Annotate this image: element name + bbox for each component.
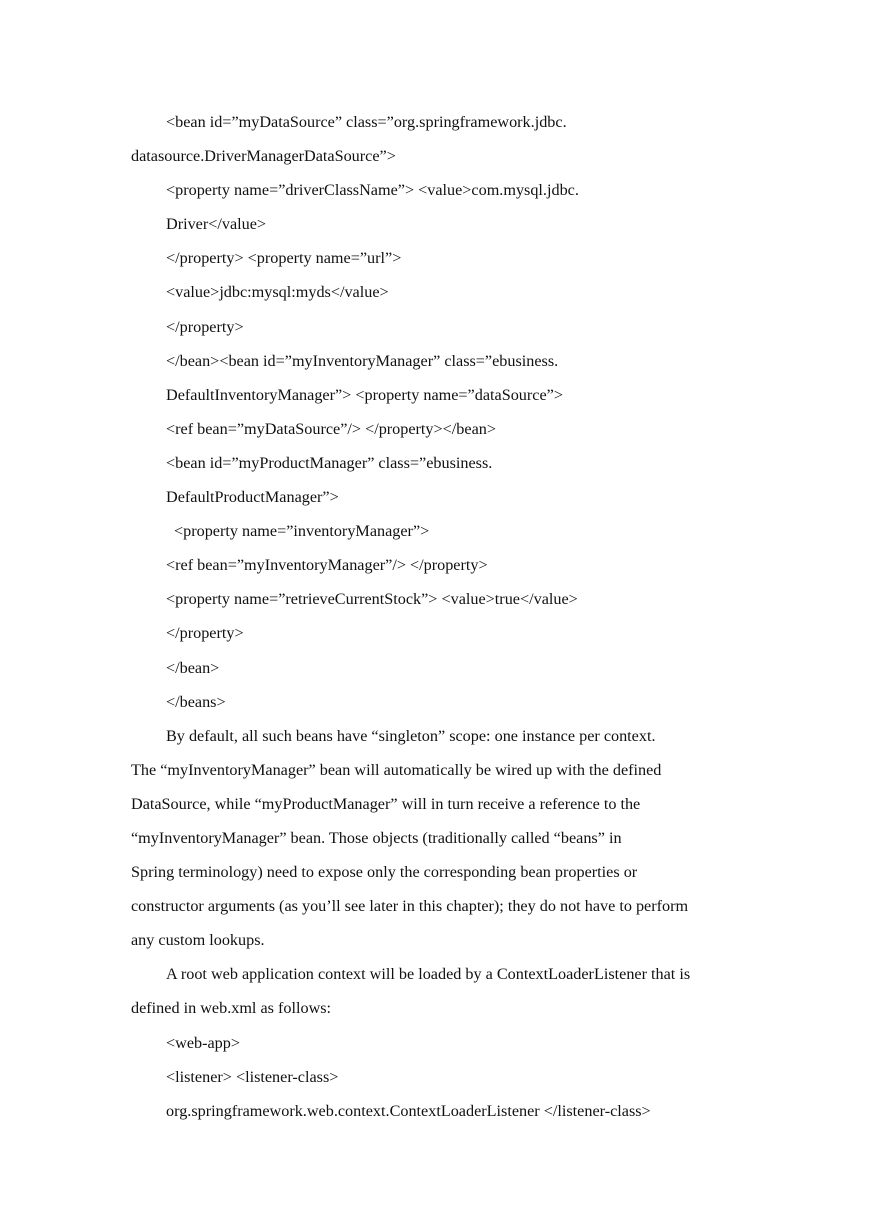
text-line: DataSource, while “myProductManager” will in turn receive a reference to the [131,794,641,813]
text-line: <property name=”inventoryManager”> [174,522,430,541]
text-line: </bean> [166,658,220,677]
text-line: <listener> <listener-class> [166,1067,339,1086]
text-line: </property> [166,317,244,336]
text-line: “myInventoryManager” bean. Those objects (traditionally called “beans” in [131,828,622,847]
text-line: The “myInventoryManager” bean will automatically be wired up with the defined [131,760,662,779]
text-line: A root web application context will be loaded by a ContextLoaderListener that is [166,965,691,984]
text-line: constructor arguments (as you’ll see later in this chapter); they do not have to perform [131,897,689,916]
text-line: <property name=”driverClassName”> <value>com.mysql.jdbc. [166,181,579,200]
text-line: org.springframework.web.context.ContextLoaderListener </listener-class> [166,1101,651,1120]
text-line: </beans> [166,692,226,711]
text-line: By default, all such beans have “singleton” scope: one instance per context. [166,726,656,745]
text-line: DefaultProductManager”> [166,488,339,507]
text-line: DefaultInventoryManager”> <property name=”dataSource”> [166,385,563,404]
text-line: <value>jdbc:mysql:myds</value> [166,283,389,302]
text-line: defined in web.xml as follows: [131,999,332,1018]
text-line: <bean id=”myProductManager” class=”ebusiness. [166,453,493,472]
text-line: <ref bean=”myDataSource”/> </property></bean> [166,419,496,438]
text-line: </property> <property name=”url”> [166,249,402,268]
text-line: datasource.DriverManagerDataSource”> [131,147,396,166]
text-line: </property> [166,624,244,643]
text-line: <bean id=”myDataSource” class=”org.springframework.jdbc. [166,113,567,131]
text-line: Spring terminology) need to expose only the corresponding bean properties or [131,863,638,882]
text-line: <web-app> [166,1033,240,1052]
document-body [131,105,751,1128]
text-line: any custom lookups. [131,931,265,950]
text-line: Driver</value> [166,215,267,234]
text-line: <property name=”retrieveCurrentStock”> <value>true</value> [166,590,578,609]
text-line: <ref bean=”myInventoryManager”/> </property> [166,556,488,575]
text-line: </bean><bean id=”myInventoryManager” class=”ebusiness. [166,351,559,370]
